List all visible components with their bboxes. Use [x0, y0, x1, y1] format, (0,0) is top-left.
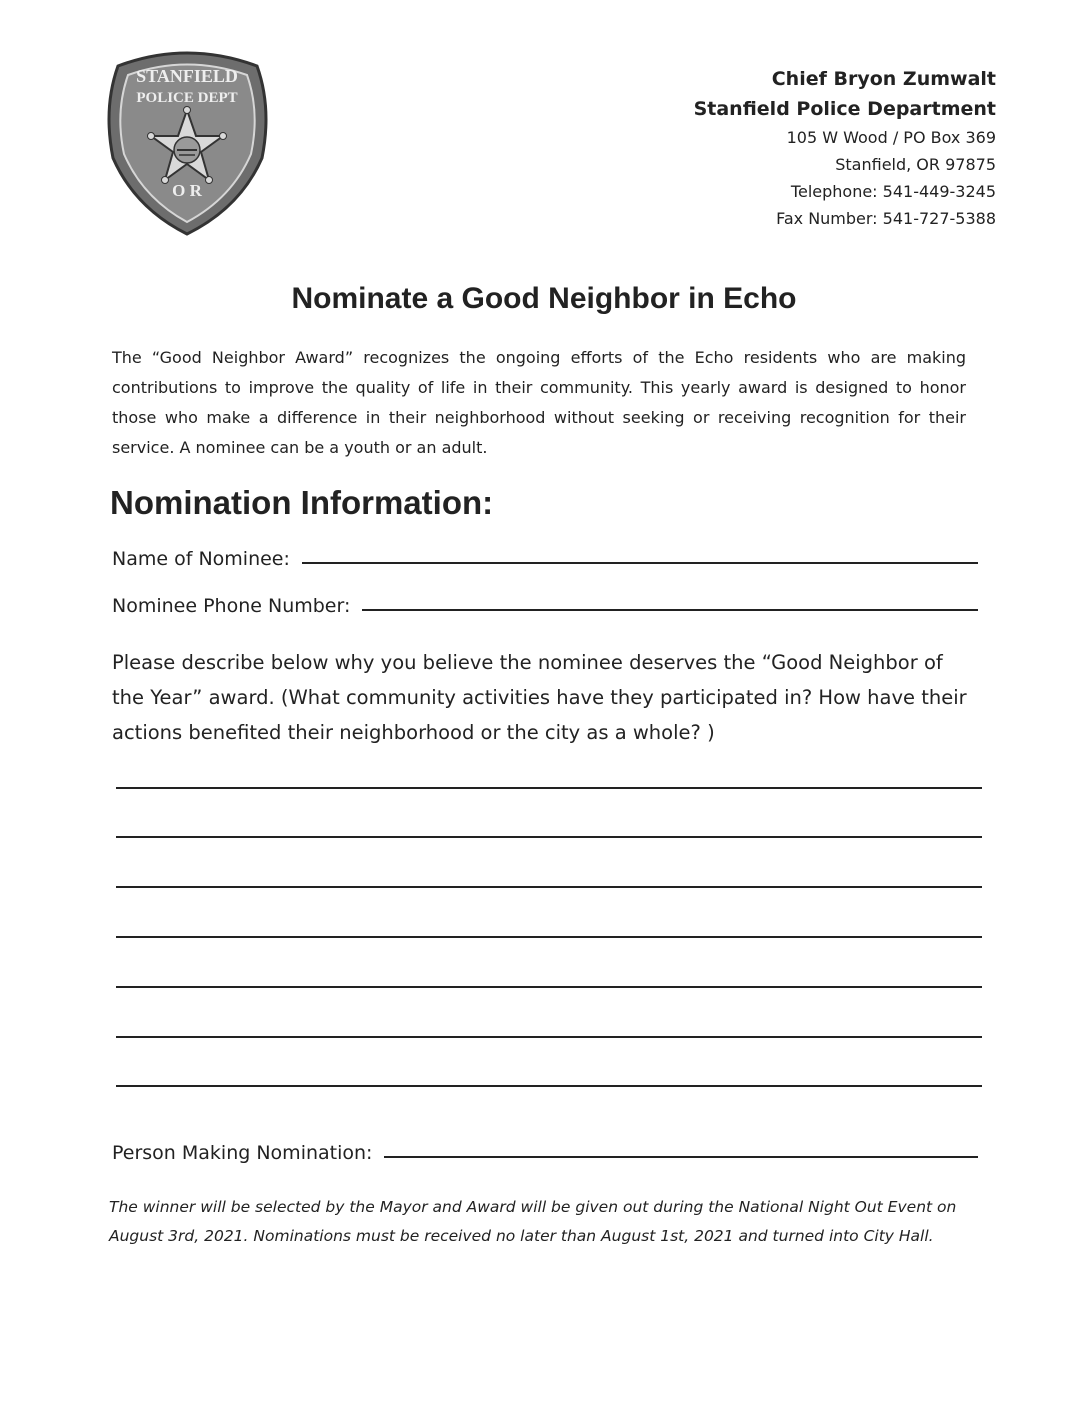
fax-line: Fax Number: 541-727-5388	[776, 209, 996, 228]
nominee-name-field[interactable]	[112, 540, 978, 570]
answer-line[interactable]	[116, 1085, 982, 1087]
telephone-line: Telephone: 541-449-3245	[790, 182, 996, 201]
nominee-phone-field[interactable]	[112, 587, 978, 617]
section-heading: Nomination Information:	[110, 484, 494, 521]
department-name: Stanfield Police Department	[693, 98, 996, 120]
nominee-name-line[interactable]	[302, 540, 978, 564]
footnote: The winner will be selected by the Mayor and Award will be given out during the National Night Out Event on August 3rd, 2021. Nominations must be received no later than August 1st, 2021 and turned into City Hall.	[109, 1198, 957, 1245]
address-line: 105 W Wood / PO Box 369	[786, 128, 996, 147]
answer-line[interactable]	[116, 1036, 982, 1038]
badge-bottom-text: O R	[172, 181, 202, 200]
letterhead	[694, 64, 996, 232]
badge-top-text: STANFIELD	[136, 66, 238, 86]
answer-line[interactable]	[116, 986, 982, 988]
chief-name: Chief Bryon Zumwalt	[771, 68, 996, 90]
police-badge-logo	[100, 48, 275, 238]
intro-paragraph: The “Good Neighbor Award” recognizes the ongoing efforts of the Echo residents who are making contributions to improve the quality of life in their community. This yearly award is designed to honor those who make a difference in their neighborhood without seeking or receiving recognition for their service. A nominee can be a youth or an adult.	[112, 348, 966, 457]
nominee-phone-label: Nominee Phone Number:	[112, 595, 351, 617]
person-nominating-label: Person Making Nomination:	[112, 1142, 373, 1164]
description-prompt: Please describe below why you believe the nominee deserves the “Good Neighbor of the Year” award. (What community activities have they participated in? How have their actions benefited their neighborhood or the city as a whole? )	[112, 651, 967, 744]
answer-line[interactable]	[116, 787, 982, 789]
nominee-name-label: Name of Nominee:	[112, 548, 290, 570]
answer-line[interactable]	[116, 836, 982, 838]
city-line: Stanfield, OR 97875	[835, 155, 996, 174]
nominee-phone-line[interactable]	[362, 587, 978, 611]
answer-line[interactable]	[116, 936, 982, 938]
person-nominating-field[interactable]	[112, 1134, 978, 1164]
answer-line[interactable]	[116, 886, 982, 888]
badge-middle-text: POLICE DEPT	[136, 90, 238, 106]
page-title: Nominate a Good Neighbor in Echo	[291, 282, 797, 315]
person-nominating-line[interactable]	[384, 1134, 978, 1158]
